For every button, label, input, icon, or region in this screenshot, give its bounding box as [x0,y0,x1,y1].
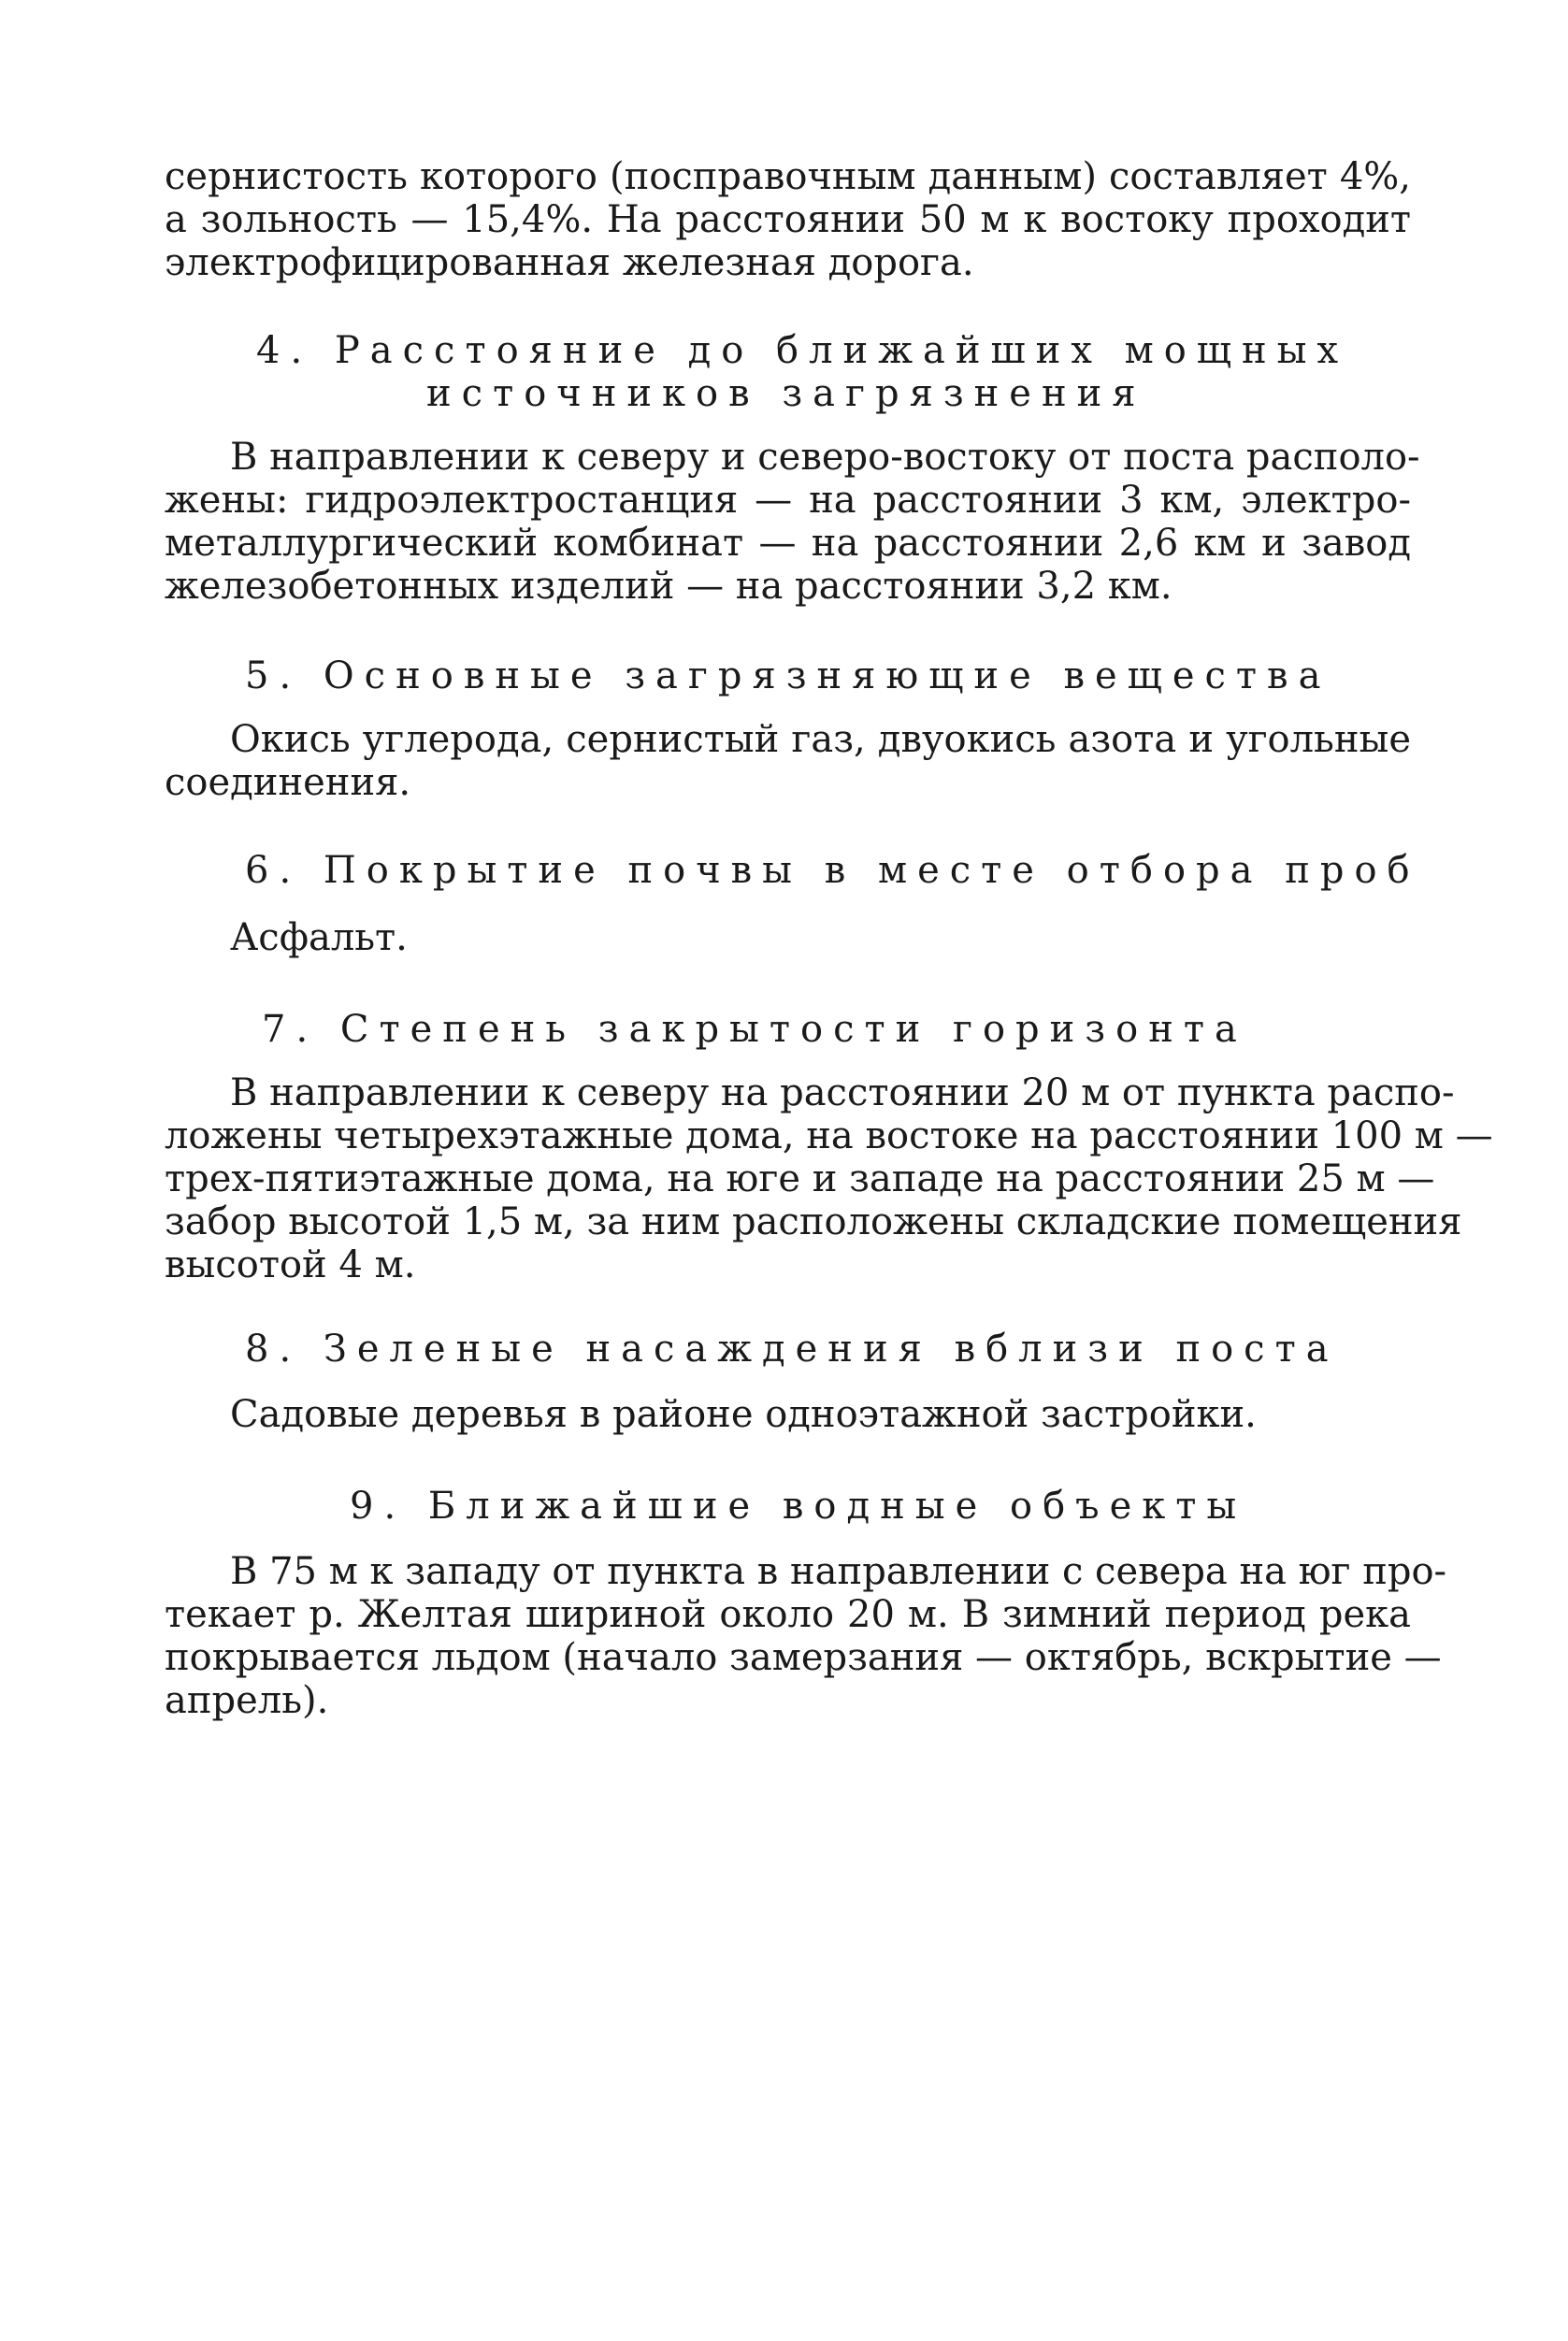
section-4-heading [256,329,1348,372]
section-number: 4. [256,329,313,372]
section-4-heading-cont [426,372,1146,415]
section-8-heading [245,1328,1339,1371]
section-6-heading [245,849,1420,892]
paragraph-line: В направлении к северу и северо-востоку от поста располо- [230,436,1420,479]
section-title: Покрытие почвы в месте отбора проб [323,849,1420,892]
paragraph-line: жены: гидроэлектростанция — на расстоянии 3 км, электро- [165,479,1411,522]
paragraph-line: высотой 4 м. [165,1243,416,1286]
paragraph-line: металлургический комбинат — на расстоянии 2,6 км и завод [165,522,1411,565]
paragraph-line: трех-пятиэтажные дома, на юге и западе на расстоянии 25 м — [165,1157,1435,1200]
section-7-heading [262,1008,1247,1051]
paragraph-line: соединения. [165,761,411,804]
intro-line: сернистость которого (посправочным данным) составляет 4%, [165,155,1411,198]
section-number: 7. [262,1008,319,1051]
section-5-heading [245,654,1331,697]
paragraph-line: покрывается льдом (начало замерзания — октябрь, вскрытие — [165,1636,1442,1679]
paragraph-line: ложены четырехэтажные дома, на востоке на расстоянии 100 м — [165,1114,1493,1157]
section-9-heading [350,1485,1246,1528]
section-number: 5. [245,654,302,697]
section-title: источников загрязнения [426,372,1146,415]
paragraph-line: В направлении к северу на расстоянии 20 м от пункта распо- [230,1071,1455,1114]
intro-line: электрофицированная железная дорога. [165,241,974,284]
section-title: Степень закрытости горизонта [339,1008,1247,1051]
section-title: Расстояние до ближайших мощных [334,329,1349,372]
section-title: Ближайшие водные объекты [427,1485,1247,1528]
section-number: 6. [245,849,302,892]
section-number: 9. [350,1485,407,1528]
paragraph-line: Окись углерода, сернистый газ, двуокись азота и угольные [230,718,1411,761]
section-number: 8. [245,1328,302,1371]
paragraph-line: текает р. Желтая шириной около 20 м. В зимний период река [165,1593,1411,1636]
paragraph-line: железобетонных изделий — на расстоянии 3,2 км. [165,565,1172,608]
paragraph-line: Асфальт. [230,916,408,959]
paragraph-line: В 75 м к западу от пункта в направлении с севера на юг про- [230,1550,1447,1593]
intro-line: а зольность — 15,4%. На расстоянии 50 м к востоку проходит [165,198,1411,241]
paragraph-line: апрель). [165,1679,329,1722]
section-title: Зеленые насаждения вблизи поста [323,1328,1339,1371]
section-title: Основные загрязняющие вещества [323,654,1331,697]
paragraph-line: Садовые деревья в районе одноэтажной застройки. [230,1393,1257,1436]
paragraph-line: забор высотой 1,5 м, за ним расположены складские помещения [165,1200,1462,1243]
